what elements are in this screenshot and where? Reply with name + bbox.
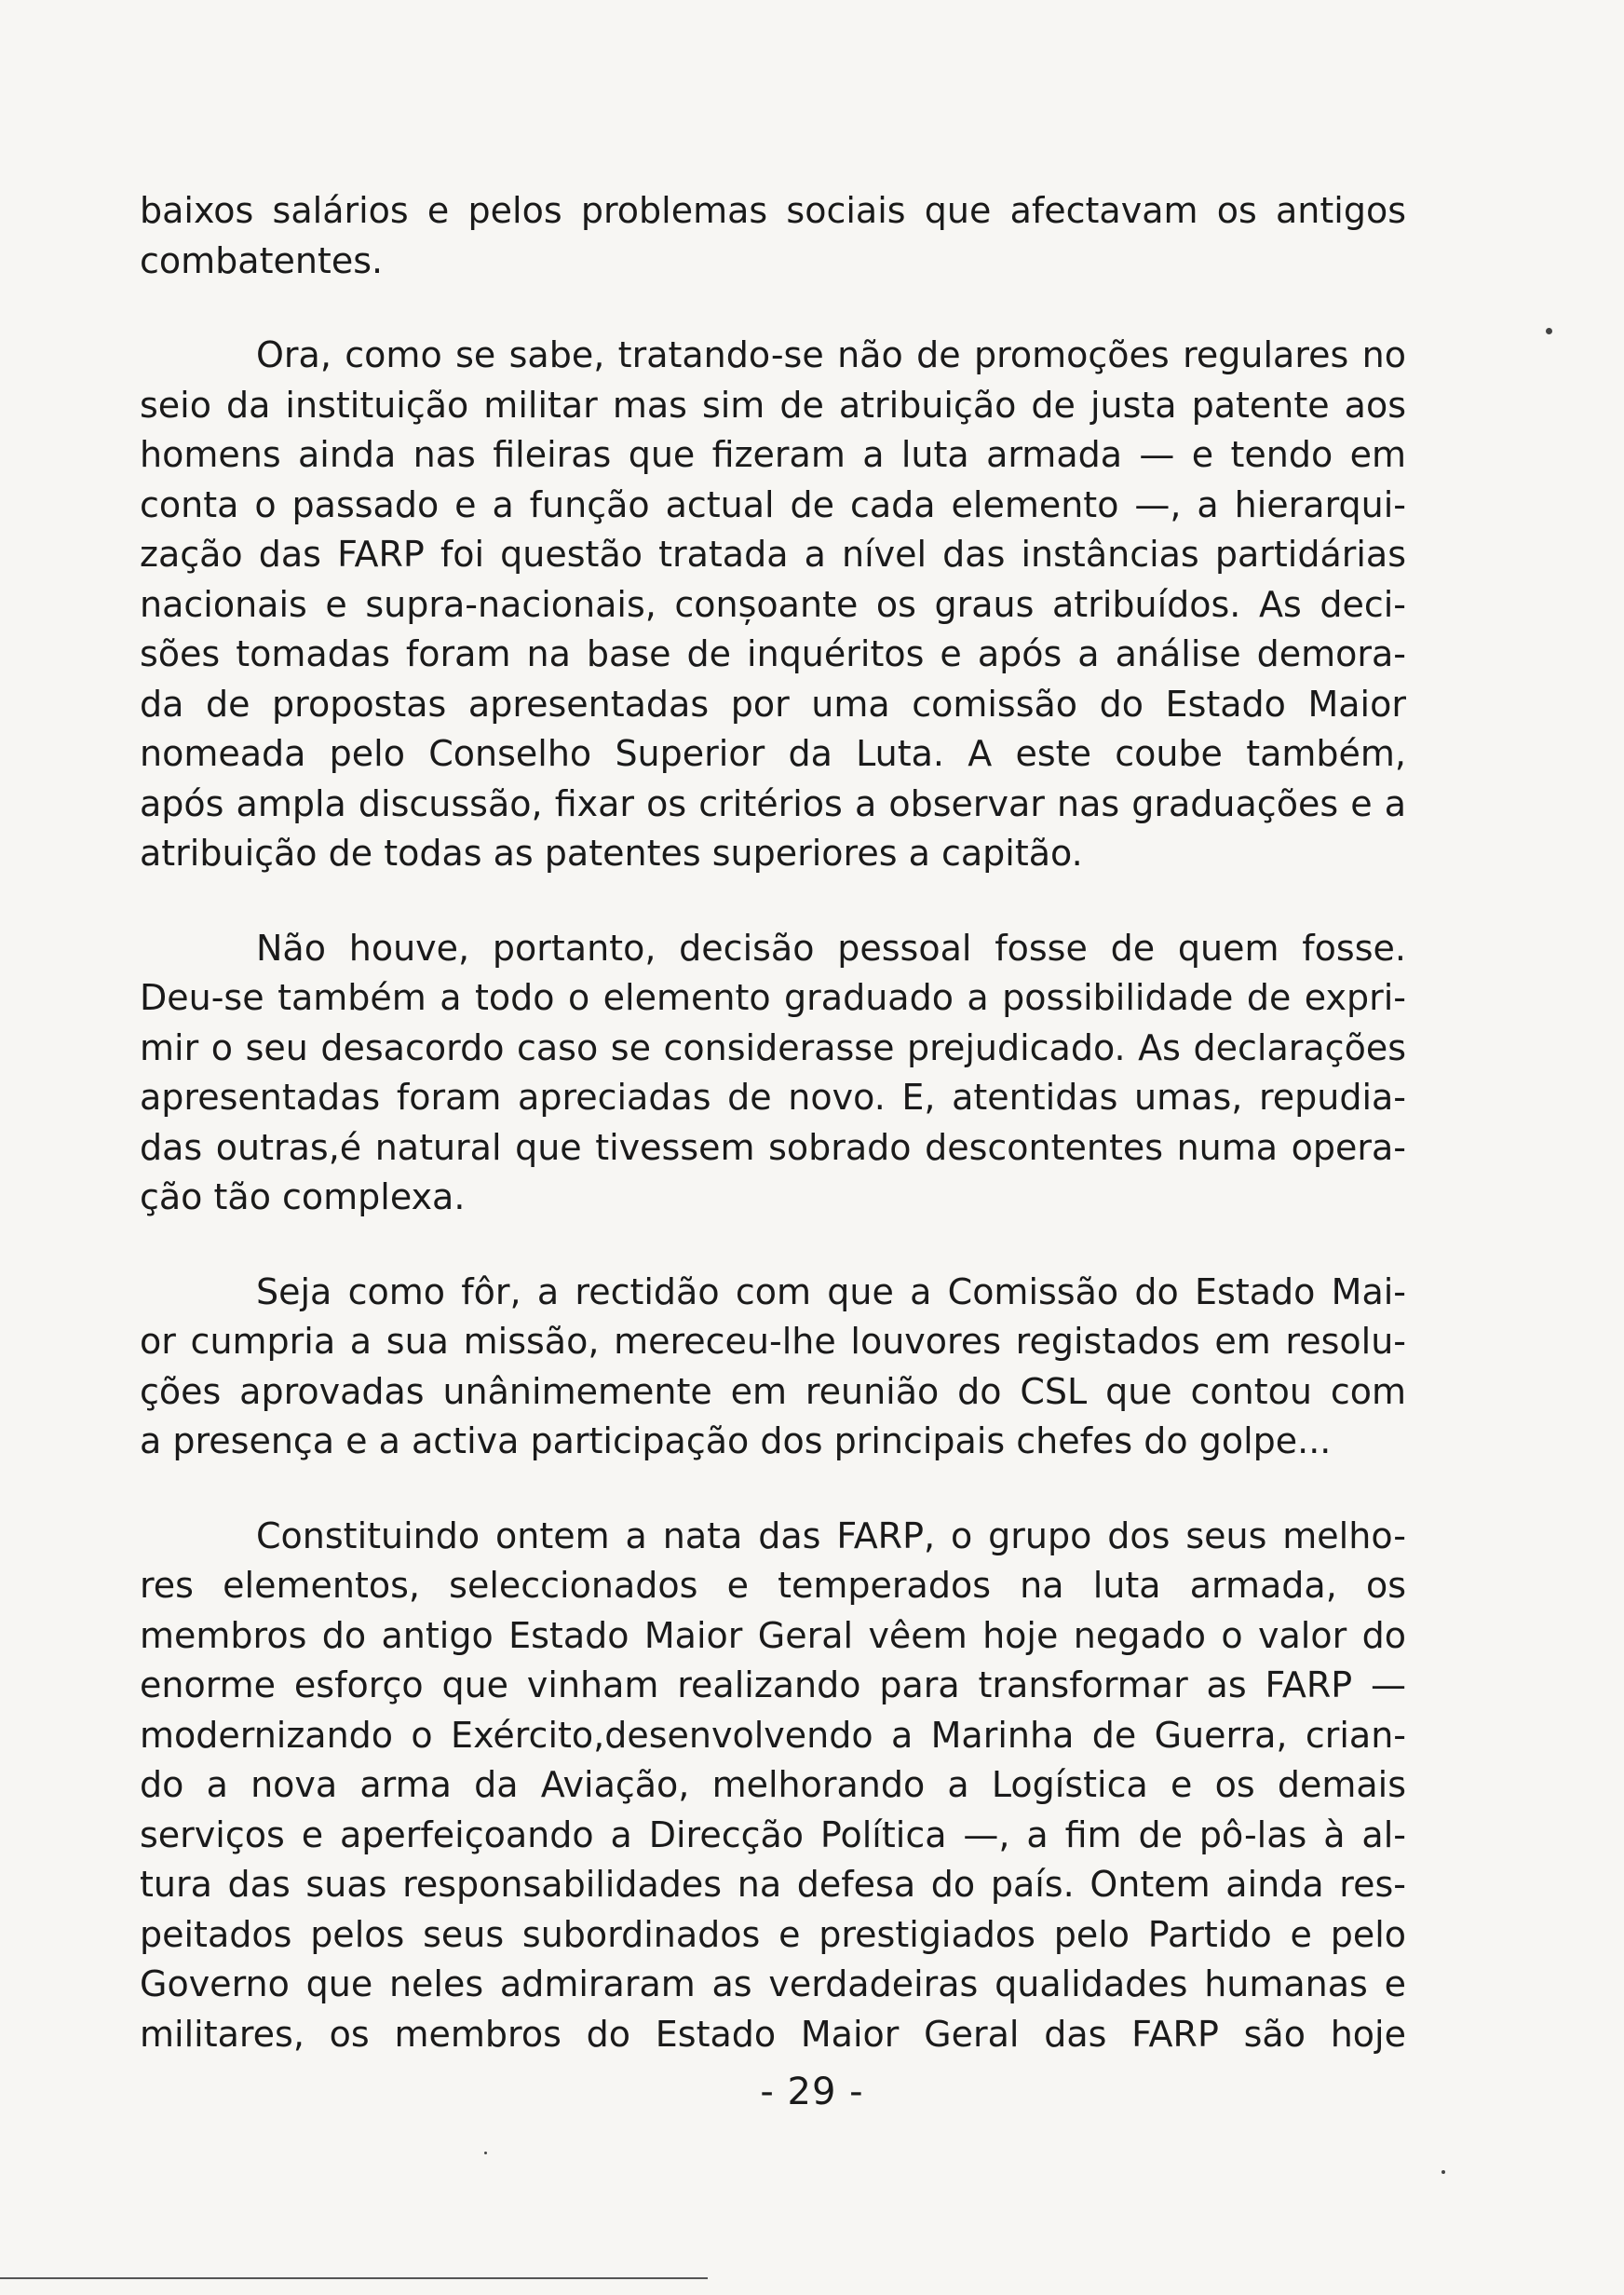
text-line: do a nova arma da Aviação, melhorando a Logística e os demais — [140, 1764, 1406, 1805]
text-line: das outras,é natural que tivessem sobrado descontentes numa opera- — [140, 1126, 1406, 1168]
text-line: Constituindo ontem a nata das FARP, o grupo dos seus melho- — [256, 1514, 1406, 1556]
text-line: Ora, como se sabe, tratando-se não de promoções regulares no — [256, 334, 1406, 375]
text-line: da de propostas apresentadas por uma comissão do Estado Maior — [140, 683, 1406, 725]
text-line: sões tomadas foram na base de inquéritos e após a análise demora- — [140, 633, 1406, 674]
text-line: combatentes. — [140, 239, 384, 281]
text-line: atribuição de todas as patentes superiores a capitão. — [140, 833, 1083, 874]
text-line: mir o seu desacordo caso se considerasse prejudicado. As declarações — [140, 1026, 1406, 1068]
text-line: zação das FARP foi questão tratada a nível das instâncias partidárias — [140, 534, 1406, 575]
document-body — [140, 186, 1406, 2104]
text-line: homens ainda nas fileiras que fizeram a luta armada — e tendo em — [140, 434, 1406, 475]
scan-speck — [1441, 2170, 1445, 2174]
text-line: a presença e a activa participação dos principais chefes do golpe... — [140, 1420, 1332, 1461]
paragraph-5 — [140, 1512, 1406, 2060]
text-line: membros do antigo Estado Maior Geral vêem hoje negado o valor do — [140, 1614, 1406, 1656]
text-line: res elementos, seleccionados e temperados na luta armada, os — [140, 1565, 1406, 1606]
text-line: Governo que neles admiraram as verdadeiras qualidades humanas e — [140, 1963, 1406, 2004]
paragraph-2 — [140, 331, 1406, 879]
text-line: serviços e aperfeiçoando a Direcção Política —, a fim de pô-las à al- — [140, 1813, 1406, 1855]
text-line: conta o passado e a função actual de cada elemento —, a hierarqui- — [140, 483, 1406, 525]
text-line: nomeada pelo Conselho Superior da Luta. A este coube também, — [140, 733, 1406, 774]
text-line: ção tão complexa. — [140, 1176, 466, 1217]
text-line: or cumpria a sua missão, mereceu-lhe louvores registados em resolu- — [140, 1321, 1406, 1362]
text-line: Deu-se também a todo o elemento graduado a possibilidade de expri- — [140, 977, 1406, 1018]
scan-edge-line — [0, 2277, 708, 2279]
text-line: ções aprovadas unânimemente em reunião do CSL que contou com — [140, 1370, 1406, 1412]
text-line: modernizando o Exército,desenvolvendo a Marinha de Guerra, crian- — [140, 1714, 1406, 1756]
paragraph-3 — [140, 924, 1406, 1223]
text-line: Seja como fôr, a rectidão com que a Comissão do Estado Mai- — [256, 1270, 1406, 1312]
text-line: após ampla discussão, fixar os critérios a observar nas graduações e a — [140, 782, 1406, 824]
text-line: nacionais e supra-nacionais, conșoante os graus atribuídos. As deci- — [140, 583, 1406, 625]
paragraph-4 — [140, 1268, 1406, 1467]
text-line: seio da instituição militar mas sim de atribuição de justa patente aos — [140, 384, 1406, 426]
text-line: apresentadas foram apreciadas de novo. E, atentidas umas, repudia- — [140, 1077, 1406, 1118]
scan-speck — [484, 2152, 487, 2154]
page-number: - 29 - — [760, 2071, 864, 2113]
text-line: tura das suas responsabilidades na defesa do país. Ontem ainda res- — [140, 1864, 1406, 1905]
paragraph-1 — [140, 186, 1406, 286]
text-line: enorme esforço que vinham realizando para transformar as FARP — — [140, 1664, 1406, 1705]
text-line: peitados pelos seus subordinados e prestigiados pelo Partido e pelo — [140, 1913, 1406, 1955]
text-line: Não houve, portanto, decisão pessoal fosse de quem fosse. — [256, 927, 1406, 969]
text-line: baixos salários e pelos problemas sociais que afectavam os antigos — [140, 190, 1406, 231]
scan-speck — [1546, 328, 1552, 334]
text-line: militares, os membros do Estado Maior Geral das FARP são hoje — [140, 2013, 1406, 2055]
